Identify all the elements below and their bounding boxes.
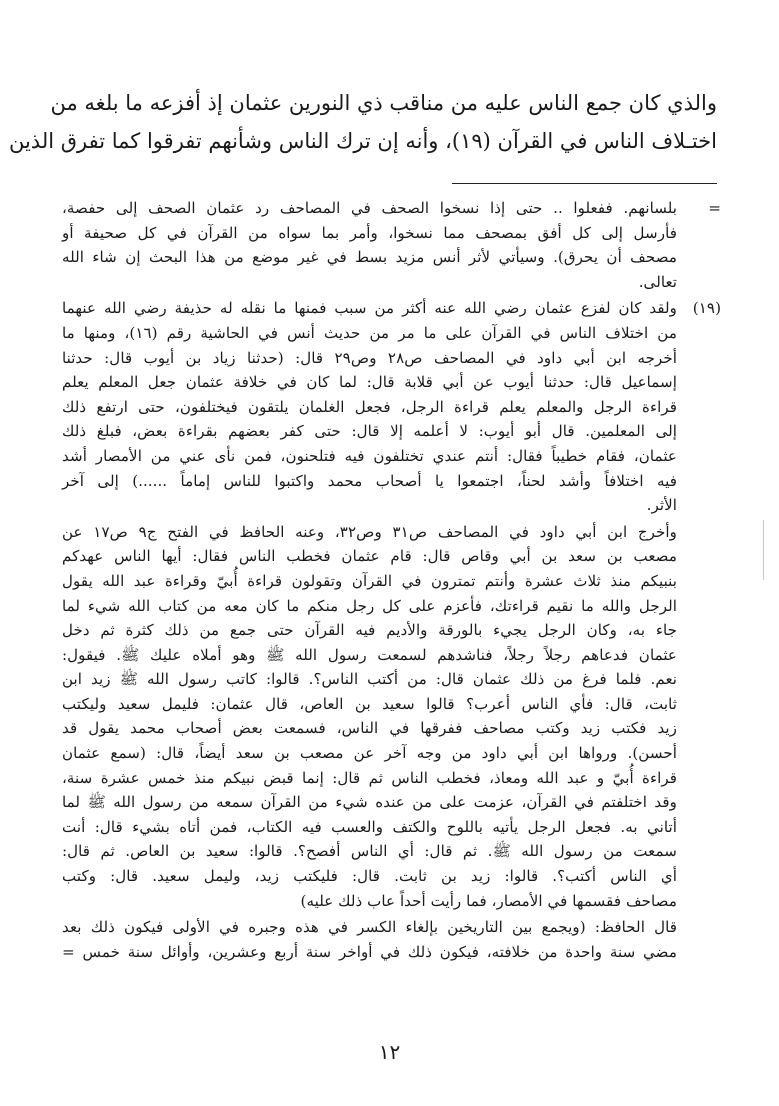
footnote-line: وقد اختلفتم في القرآن، عزمت على من عنده شيء من القرآن سمعه من رسول الله ﷺ لما [62,793,677,812]
footnote-line: جاء به، وكان الرجل يجيء بالورقة والأديم فيه القرآن حتى جمع من ذلك كثرة ثم دخل [62,621,677,640]
footnote-line: سمعت من رسول الله ﷺ. ثم قال: أي الناس أفصح؟. قالوا: سعيد بن العاص. ثم قال: [62,842,677,861]
footnote-line: بلسانهم. ففعلوا .. حتى إذا نسخوا الصحف في المصاحف رد عثمان الصحف إلى حفصة، [62,199,677,217]
footnote-line: أي الناس أكتب؟. قالوا: زيد بن ثابت. قال: فليكتب زيد، وليمل سعيد. قال: وكتب [62,867,677,886]
footnote-line: مضي سنة واحدة من خلافته، فيكون ذلك في أواخر سنة أربع وعشرين، وأوائل سنة خمس = [62,942,677,961]
footnote-paragraph [62,915,677,964]
footnote-line: زيد فكتب زيد وكتب مصاحف ففرقها في الناس، فسمعت بعض أصحاب محمد يقول قد [62,719,677,738]
footnote-paragraph [62,520,677,914]
footnote-paragraph [62,296,677,517]
footnote-line: مصاحف فقسمها في الأمصار، فما رأيت أحداً عاب ذلك عليه) [300,891,677,910]
footnote-line: عثمان فدعاهم رجلاً رجلاً، فناشدهم لسمعت رسول الله ﷺ وهو أملاه عليك ﷺ. فيقول: [62,645,677,664]
footnote-line: أحسن). ورواها ابن أبي داود من وجه آخر عن مصعب بن سعد أيضاً، قال: (سمع عثمان [62,744,677,763]
footnote-line: من اختلاف الناس في القرآن على ما مر من حديث أنس في الحاشية رقم (١٦)، ومنها ما [62,323,677,342]
footnotes-section [62,196,721,966]
footnote-line: قال الحافظ: (ويجمع بين التاريخين بإلغاء الكسر في هذه وجبره في الأولى فيكون ذلك بعد [62,918,677,937]
footnote-line: قراءة الرجل والمعلم يعلم قراءة الرجل، فجعل الغلمان يلتقون فيختلفون، حتى ارتفع ذلك [62,397,677,416]
footnote-line: فيه اختلافاً وأشد لحناً، اجتمعوا يا أصحاب محمد واكتبوا للناس إماماً ......) إلى آخر [62,471,677,490]
footnote-line: إسماعيل قال: حدثنا أيوب عن أبي قلابة قال: لما كان في خلافة عثمان جعل المعلم يعلم [62,373,677,392]
footnote-line: مصحف أن يحرق). وسيأتي لأثر أنس مزيد بسط في غير موضع من هذا البحث إن شاء الله [62,248,677,267]
page-number: ١٢ [378,1040,401,1064]
footnote-line: عثمان، فقام خطيباً فقال: أنتم عندي تختلفون فيه فتلحنون، فمن نأى عني من الأمصار أشد [62,446,677,465]
continuation-marker: = [708,199,721,217]
footnote-19 [62,296,721,964]
footnote-line: أخرجه ابن أبي داود في المصاحف ص٢٨ وص٢٩ قال: (حدثنا زياد بن أيوب قال: حدثنا [62,348,677,367]
footnote-line: بنبيكم منذ ثلاث عشرة وأنتم تمترون في القرآن وتقولون قراءة أُبيّ وقراءة عبد الله يقول [62,571,677,590]
footnote-line: وأخرج ابن أبي داود في المصاحف ص٣١ وص٣٢، وعنه الحافظ في الفتح ج٩ ص١٧ عن [62,522,677,541]
main-text-line: اختـلاف الناس في القرآن (١٩)، وأنه إن ترك الناس وشأنهم تفرقوا كما تفرق الذين [8,129,717,153]
footnote-line: فأرسل إلى كل أفق بمصحف مما نسخوا، وأمر بما سواه من القرآن في كل صحيفة أو [62,223,677,242]
footnote-line: إلى المعلمين. قال أبو أيوب: لا أعلمه إلا قال: حتى كفر بعضهم بقراءة بعض، فبلغ ذلك [62,422,677,441]
footnote-line: أتاني به. فجعل الرجل يأتيه باللوح والكتف والعسب فيه الكتاب، فمن أتاه بشيء قال: أنت [62,817,677,836]
footnote-separator [452,183,717,184]
footnote-line: ولقد كان لفزع عثمان رضي الله عنه أكثر من سبب فمنها ما نقله له حذيفة رضي الله عنهما [62,299,677,318]
footnote-line: الرجل والله ما نقيم قراءتك، فأعزم على كل رجل منكم ما كان معه من كتاب الله شيء لما [62,596,677,615]
footnote-continuation [62,196,721,294]
main-body-text [8,84,717,160]
footnote-line: الأثر. [646,496,677,515]
footnote-line: قراءة أُبيّ و عبد الله ومعاذ، فخطب الناس ثم قال: إنما قبض نبيكم منذ خمس عشرة سنة، [62,768,677,787]
footnote-line: نعم. فلما فرغ من ذلك عثمان قال: من أكتب الناس؟. قالوا: كاتب رسول الله ﷺ زيد ابن [62,670,677,689]
scan-edge-mark [763,520,764,580]
main-text-line: والذي كان جمع الناس عليه من مناقب ذي النورين عثمان إذ أفزعه ما بلغه من [50,91,717,115]
footnote-line: تعالى. [638,272,677,291]
footnote-line: مصعب بن سعد بن أبي وقاص قال: قام عثمان فخطب الناس فقال: أيها الناس عهدكم [62,547,677,566]
footnote-number: (١٩) [692,299,721,318]
footnote-line: ثابت، قال: فأي الناس أعرب؟ قالوا سعيد بن العاص، قال عثمان: فليمل سعيد وليكتب [62,694,677,713]
